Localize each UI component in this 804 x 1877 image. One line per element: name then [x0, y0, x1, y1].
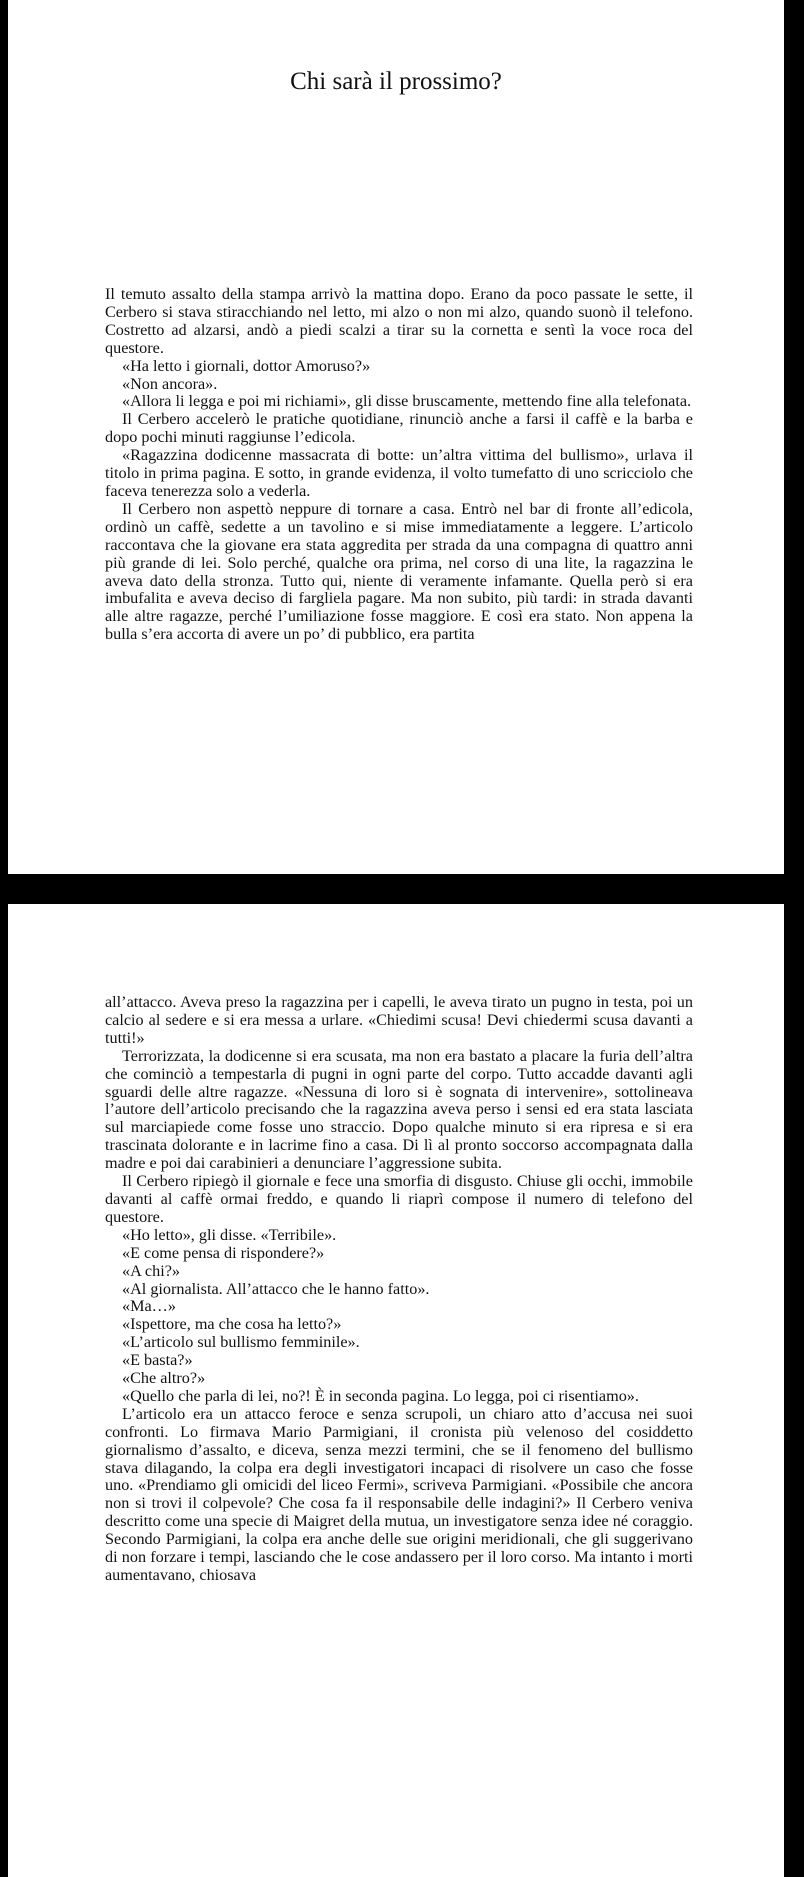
paragraph: «E come pensa di rispondere?» — [122, 1243, 325, 1262]
paragraph: «Ma…» — [122, 1297, 176, 1316]
paragraph: Il Cerbero ripiegò il giornale e fece una smorfia di disgusto. Chiuse gli occhi, immobile davanti al caffè ormai freddo, e quando li riaprì compose il numero di telefono del questore. — [105, 1172, 693, 1226]
paragraph: «Allora li legga e poi mi richiami», gli disse bruscamente, mettendo fine alla telefonata. — [122, 392, 692, 411]
paragraph: «Che altro?» — [122, 1369, 206, 1388]
page-2-body — [105, 994, 693, 1585]
chapter-title: Chi sarà il prossimo? — [290, 68, 502, 95]
paragraph: Il Cerbero accelerò le pratiche quotidiane, rinunciò anche a farsi il caffè e la barba e dopo pochi minuti raggiunse l’edicola. — [105, 410, 693, 447]
book-page-2 — [8, 904, 784, 1877]
paragraph: «E basta?» — [122, 1351, 193, 1370]
paragraph: «L’articolo sul bullismo femminile». — [122, 1333, 360, 1352]
paragraph: «Ho letto», gli disse. «Terribile». — [122, 1225, 337, 1244]
paragraph: «Al giornalista. All’attacco che le hanno fatto». — [122, 1279, 430, 1298]
page-1-body — [105, 286, 693, 644]
paragraph: L’articolo era un attacco feroce e senza scrupoli, un chiaro atto d’accusa nei suoi confronti. Lo firmava Mario Parmigiani, il cronista più velenoso del cosiddetto giornalismo d’assalto, e diceva, senza mezzi termini, che se il fenomeno del bullismo stava dilagando, la colpa era degli investigatori incapaci di risolvere un caso che fosse uno. «Prendiamo gli omicidi del liceo Fermi», scriveva Parmigiani. «Possibile che ancora non si trovi il colpevole? Che cosa fa il responsabile delle indagini?» Il Cerbero veniva descritto come una specie di Maigret della mutua, un investigatore senza idee né coraggio. Secondo Parmigiani, la colpa era anche delle sue origini meridionali, che gli suggerivano di non forzare i tempi, lasciando che le cose andassero per il loro corso. Ma intanto i morti aumentavano, chiosava — [105, 1404, 693, 1584]
paragraph: Il temuto assalto della stampa arrivò la mattina dopo. Erano da poco passate le sette, il Cerbero si stava stiracchiando nel letto, mi alzo o non mi alzo, quando suonò il telefono. Costretto ad alzarsi, andò a piedi scalzi a tirar su la cornetta e sentì la voce roca del questore. — [105, 285, 693, 357]
paragraph: «Ragazzina dodicenne massacrata di botte: un’altra vittima del bullismo», urlava il titolo in prima pagina. E sotto, in grande evidenza, il volto tumefatto di uno scricciolo che faceva tenerezza solo a vederla. — [105, 446, 693, 500]
paragraph: «Quello che parla di lei, no?! È in seconda pagina. Lo legga, poi ci risentiamo». — [122, 1386, 639, 1405]
paragraph: Terrorizzata, la dodicenne si era scusata, ma non era bastato a placare la furia dell’altra che cominciò a tempestarla di pugni in ogni parte del corpo. Tutto accadde davanti agli sguardi delle altre ragazze. «Nessuna di loro si è sognata di intervenire», sottolineava l’autore dell’articolo precisando che la ragazzina aveva perso i sensi ed era stata lasciata sul marciapiede come fosse uno straccio. Dopo qualche minuto si era ripresa e si era trascinata dolorante e in lacrime fino a casa. Di lì al pronto soccorso accompagnata dalla madre e poi dai carabinieri a denunciare l’aggressione subita. — [105, 1046, 693, 1173]
book-page-1 — [8, 0, 784, 874]
paragraph: «Ispettore, ma che cosa ha letto?» — [122, 1315, 342, 1334]
paragraph: all’attacco. Aveva preso la ragazzina per i capelli, le aveva tirato un pugno in testa, poi un calcio al sedere e si era messa a urlare. «Chiedimi scusa! Devi chiedermi scusa davanti a tutti!» — [105, 993, 693, 1047]
paragraph: Il Cerbero non aspettò neppure di tornare a casa. Entrò nel bar di fronte all’edicola, ordinò un caffè, sedette a un tavolino e si mise immediatamente a leggere. L’articolo raccontava che la giovane era stata aggredita per strada da una compagna di quattro anni più grande di lei. Solo perché, qualche ora prima, nel corso di una lite, la ragazzina le aveva dato della stronza. Tutto qui, niente di veramente infamante. Quella però si era imbufalita e aveva deciso di fargliela pagare. Ma non subito, più tardi: in strada davanti alle altre ragazze, perché l’umiliazione fosse maggiore. E così era stato. Non appena la bulla s’era accorta di avere un po’ di pubblico, era partita — [105, 499, 693, 644]
paragraph: «Ha letto i giornali, dottor Amoruso?» — [122, 356, 371, 375]
paragraph: «A chi?» — [122, 1261, 180, 1280]
paragraph: «Non ancora». — [122, 374, 218, 393]
